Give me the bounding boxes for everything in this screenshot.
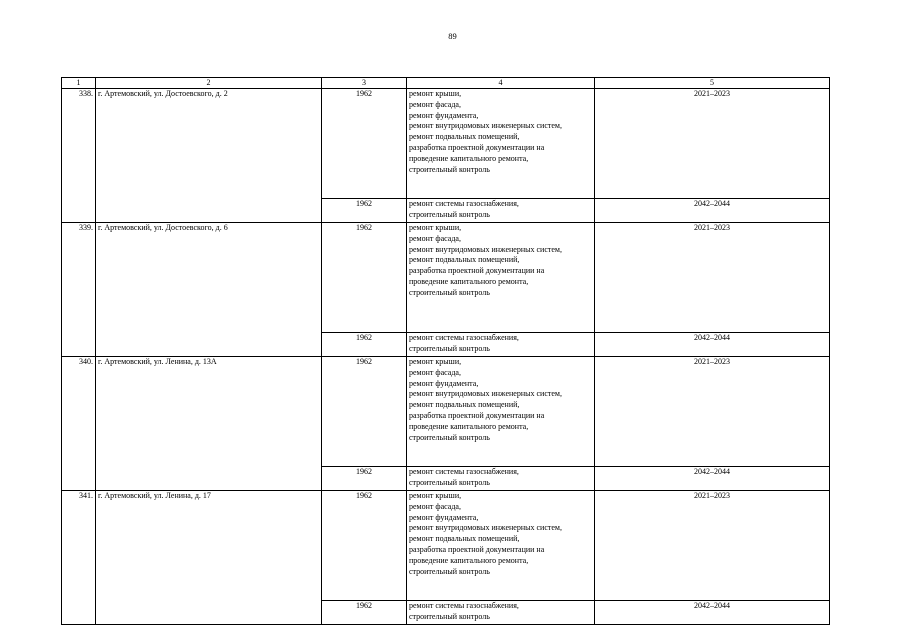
building-address: г. Артемовский, ул. Достоевского, д. 6	[96, 223, 322, 357]
table-row	[62, 89, 830, 199]
repair-work-item: ремонт крыши,	[409, 357, 462, 366]
construction-year: 1962	[322, 601, 407, 625]
repair-work-item: ремонт системы газоснабжения,	[409, 199, 519, 208]
repair-work-item: строительный контроль	[409, 432, 490, 442]
column-header-1: 1	[62, 78, 96, 89]
repair-works-list	[407, 333, 595, 357]
construction-year: 1962	[322, 357, 407, 467]
repair-work-item: ремонт крыши,	[409, 89, 462, 98]
repair-works-list	[407, 467, 595, 491]
repair-work-item: ремонт крыши,	[409, 223, 462, 232]
repair-work-item: ремонт внутридомовых инженерных систем,	[409, 121, 562, 131]
construction-year: 1962	[322, 467, 407, 491]
row-number: 341.	[62, 491, 96, 625]
column-header-2: 2	[96, 78, 322, 89]
repair-works-list	[407, 601, 595, 625]
repair-work-item: ремонт подвальных помещений,	[409, 255, 520, 265]
column-header-5: 5	[595, 78, 830, 89]
repair-work-item: ремонт фасада,	[409, 501, 461, 511]
row-number: 338.	[62, 89, 96, 223]
repair-work-item: строительный контроль	[409, 477, 490, 487]
repair-work-item: ремонт системы газоснабжения,	[409, 467, 519, 476]
building-address: г. Артемовский, ул. Достоевского, д. 2	[96, 89, 322, 223]
repair-schedule-table	[61, 77, 830, 625]
building-address: г. Артемовский, ул. Ленина, д. 13А	[96, 357, 322, 491]
repair-work-item: проведение капитального ремонта,	[409, 555, 529, 565]
construction-year: 1962	[322, 223, 407, 333]
repair-work-item: строительный контроль	[409, 209, 490, 219]
table-row	[62, 357, 830, 467]
repair-period: 2042–2044	[595, 467, 830, 491]
repair-period: 2021–2023	[595, 89, 830, 199]
repair-work-item: ремонт фасада,	[409, 99, 461, 109]
repair-work-item: разработка проектной документации на	[409, 410, 545, 420]
construction-year: 1962	[322, 491, 407, 601]
repair-work-item: ремонт фундамента,	[409, 378, 479, 388]
repair-period: 2021–2023	[595, 357, 830, 467]
construction-year: 1962	[322, 333, 407, 357]
table-row	[62, 223, 830, 333]
repair-work-item: строительный контроль	[409, 566, 490, 576]
repair-work-item: разработка проектной документации на	[409, 266, 545, 276]
building-address: г. Артемовский, ул. Ленина, д. 17	[96, 491, 322, 625]
repair-period: 2042–2044	[595, 333, 830, 357]
header-row	[62, 78, 830, 89]
repair-work-item: ремонт внутридомовых инженерных систем,	[409, 523, 562, 533]
repair-work-item: строительный контроль	[409, 164, 490, 174]
repair-work-item: ремонт фасада,	[409, 367, 461, 377]
repair-works-list	[407, 357, 595, 467]
repair-work-item: ремонт крыши,	[409, 491, 462, 500]
repair-works-list	[407, 223, 595, 333]
repair-work-item: ремонт внутридомовых инженерных систем,	[409, 244, 562, 254]
repair-period: 2042–2044	[595, 601, 830, 625]
repair-work-item: проведение капитального ремонта,	[409, 276, 529, 286]
repair-work-item: проведение капитального ремонта,	[409, 153, 529, 163]
repair-work-item: строительный контроль	[409, 343, 490, 353]
repair-work-item: ремонт внутридомовых инженерных систем,	[409, 389, 562, 399]
repair-work-item: ремонт фундамента,	[409, 512, 479, 522]
repair-work-item: разработка проектной документации на	[409, 142, 545, 152]
row-number: 339.	[62, 223, 96, 357]
repair-works-list	[407, 491, 595, 601]
repair-work-item: ремонт подвальных помещений,	[409, 400, 520, 410]
repair-period: 2021–2023	[595, 491, 830, 601]
repair-work-item: ремонт системы газоснабжения,	[409, 601, 519, 610]
repair-works-list	[407, 89, 595, 199]
repair-work-item: проведение капитального ремонта,	[409, 421, 529, 431]
repair-work-item: ремонт фасада,	[409, 233, 461, 243]
repair-work-item: разработка проектной документации на	[409, 544, 545, 554]
table-row	[62, 491, 830, 601]
repair-period: 2042–2044	[595, 199, 830, 223]
repair-work-item: ремонт подвальных помещений,	[409, 534, 520, 544]
repair-works-list	[407, 199, 595, 223]
repair-work-item: ремонт системы газоснабжения,	[409, 333, 519, 342]
column-header-4: 4	[407, 78, 595, 89]
construction-year: 1962	[322, 199, 407, 223]
repair-period: 2021–2023	[595, 223, 830, 333]
repair-work-item: строительный контроль	[409, 287, 490, 297]
row-number: 340.	[62, 357, 96, 491]
repair-work-item: ремонт подвальных помещений,	[409, 132, 520, 142]
repair-work-item: строительный контроль	[409, 611, 490, 621]
table-body	[62, 89, 830, 625]
column-header-3: 3	[322, 78, 407, 89]
construction-year: 1962	[322, 89, 407, 199]
page-number: 89	[448, 31, 457, 41]
repair-work-item: ремонт фундамента,	[409, 110, 479, 120]
